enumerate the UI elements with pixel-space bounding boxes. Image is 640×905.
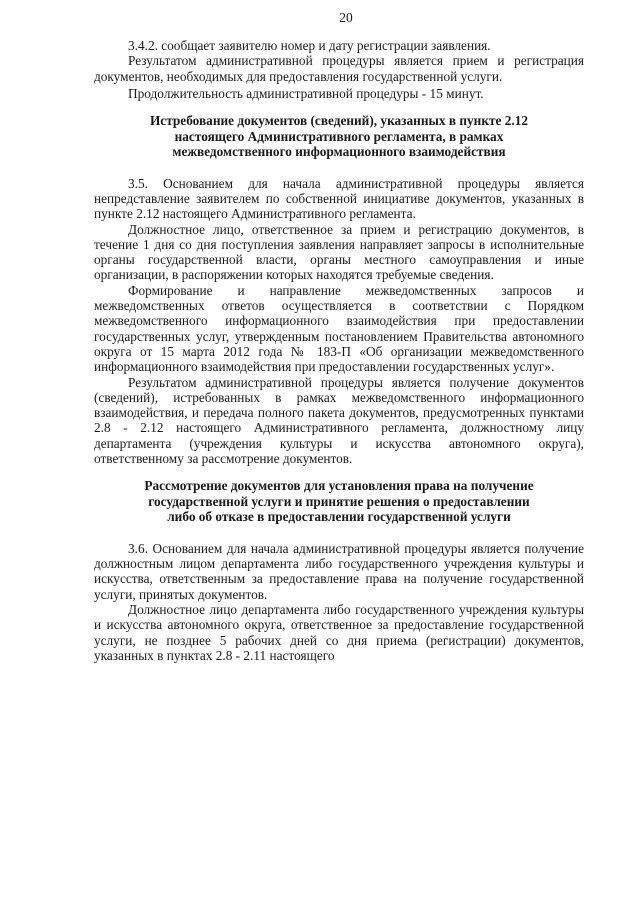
paragraph-official-requests: Должностное лицо, ответственное за прием и регистрацию документов, в течение 1 дня со дня поступления заявления направляет запросы в исполнительные органы государственной власти, органы местного самоуправления и иные организации, в распоряжении которых находятся требуемые сведения. <box>94 221 584 283</box>
paragraph-3-5: 3.5. Основанием для начала административной процедуры является непредставление заявителем по собственной инициативе документов, указанных в пункте 2.12 настоящего Административного регламента. <box>94 175 584 222</box>
paragraph-3-6: 3.6. Основанием для начала административной процедуры является получение должностным лицом департамента либо государственного учреждения культуры и искусства, ответственным за предоставление права на получение государственной услуги, принятых документов. <box>94 540 584 602</box>
heading-line: государственной услуги и принятие решения о предоставлении <box>148 493 530 509</box>
section-heading-review-documents <box>94 478 584 525</box>
heading-line: межведомственного информационного взаимодействия <box>172 144 506 160</box>
paragraph-result-registration: Результатом административной процедуры является прием и регистрация документов, необходимых для предоставления государственной услуги. <box>94 53 584 84</box>
heading-line: Истребование документов (сведений), указанных в пункте 2.12 <box>149 113 529 129</box>
page-number: 20 <box>339 10 353 25</box>
heading-line: Рассмотрение документов для установления права на получение <box>144 478 534 494</box>
paragraph-official-review: Должностное лицо департамента либо государственного учреждения культуры и искусства автономного округа, ответственное за предоставление государственной услуги, не позднее 5 рабочих дней со дня приема (регистрации) документов, указанных в пунктах 2.8 - 2.11 настоящего <box>94 602 584 663</box>
heading-line: либо об отказе в предоставлении государственной услуги <box>167 509 511 525</box>
paragraph-3-4-2: 3.4.2. сообщает заявителю номер и дату регистрации заявления. <box>128 38 491 53</box>
section-heading-requesting-documents <box>94 113 584 160</box>
paragraph-forming-requests: Формирование и направление межведомственных запросов и межведомственных ответов осуществляется в соответствии с Порядком межведомственного информационного взаимодействия при предоставлении государственных услуг, утвержденным постановлением Правительства автономного округа от 15 марта 2012 года № 183-П «Об организации межведомственного информационного взаимодействия при предоставлении государственных услуг». <box>94 282 584 375</box>
paragraph-result-requests: Результатом административной процедуры является получение документов (сведений), истребованных в рамках межведомственного информационного взаимодействия, и передача полного пакета документов, предусмотренных пунктами 2.8 - 2.12 настоящего Административного регламента, должностному лицу департамента (учреждения культуры и искусства автономного округа), ответственному за рассмотрение документов. <box>94 374 584 467</box>
heading-line: настоящего Административного регламента, в рамках <box>174 128 504 144</box>
paragraph-duration: Продолжительность административной процедуры - 15 минут. <box>128 85 484 101</box>
